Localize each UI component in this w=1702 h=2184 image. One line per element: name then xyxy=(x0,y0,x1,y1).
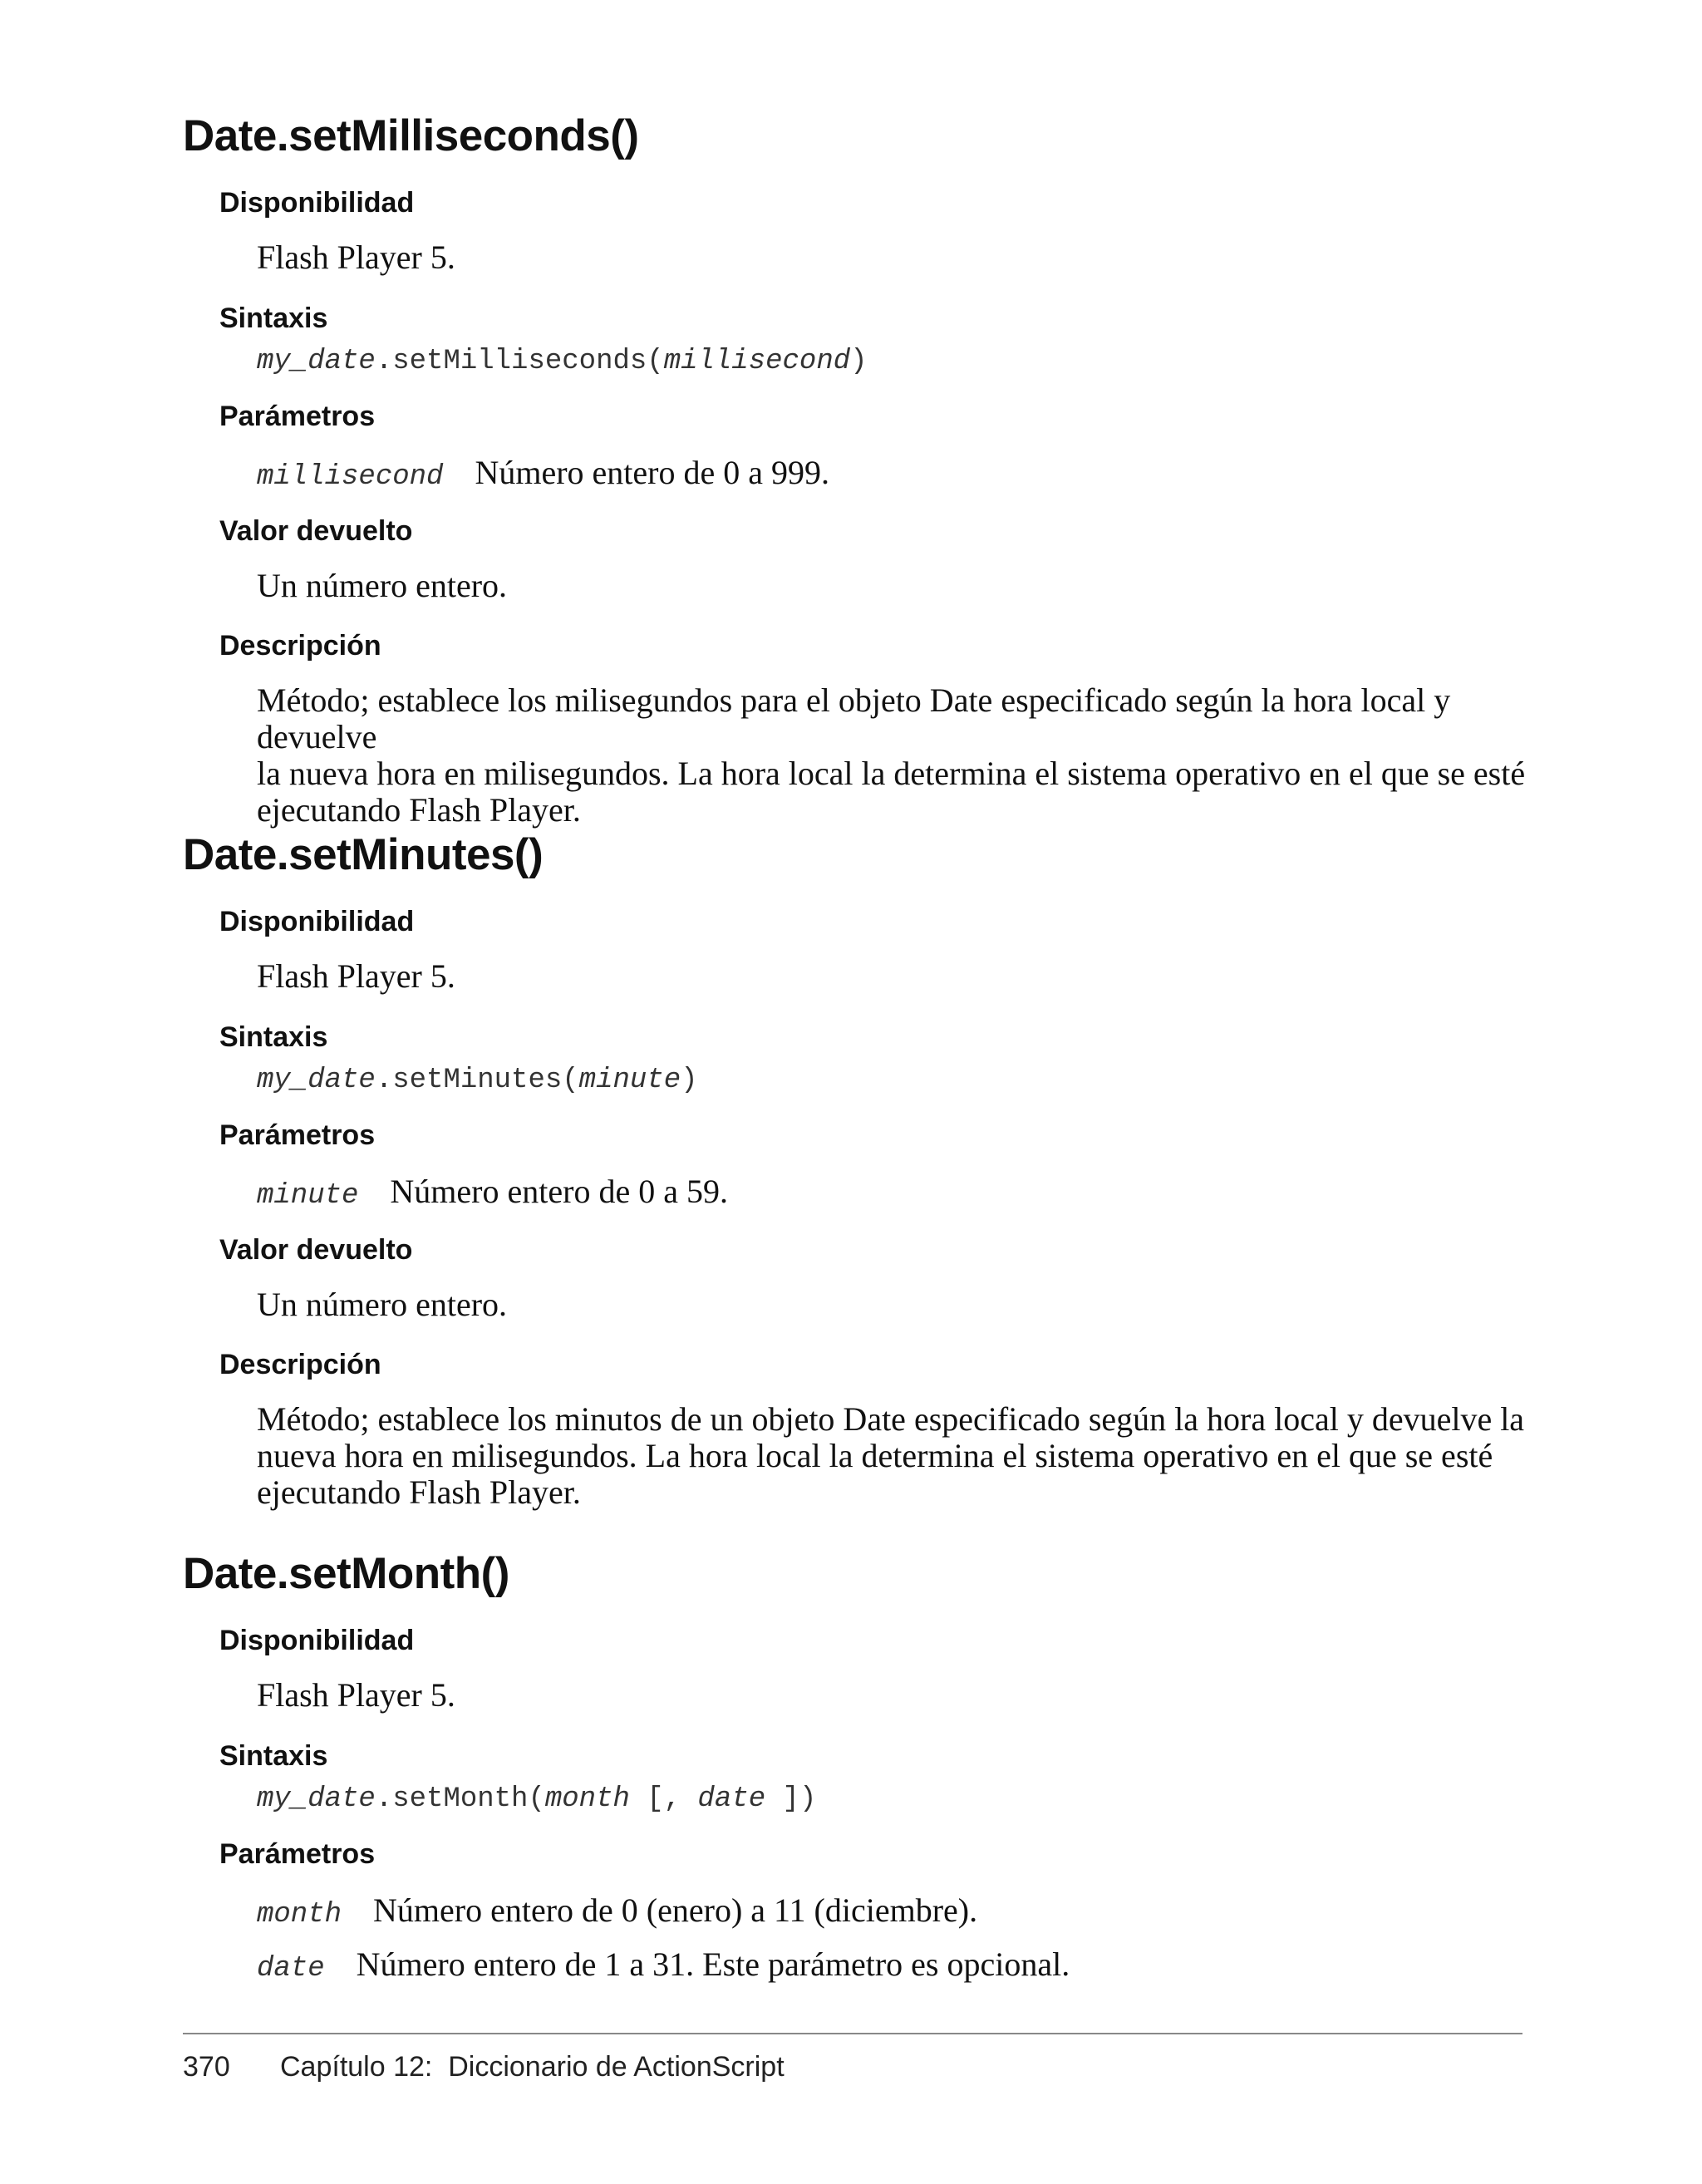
section-title-setmonth: Date.setMonth() xyxy=(183,1549,509,1598)
description-heading: Descripción xyxy=(219,630,381,662)
param-name: month xyxy=(257,1899,342,1931)
syntax-close: ) xyxy=(681,1065,698,1096)
syntax-close: ]) xyxy=(765,1783,817,1815)
description-line: ejecutando Flash Player. xyxy=(257,791,581,829)
availability-heading: Disponibilidad xyxy=(219,906,415,937)
syntax-close: ) xyxy=(850,346,868,377)
param-desc: Número entero de 0 a 59. xyxy=(390,1173,728,1210)
description-line: nueva hora en milisegundos. La hora local la determina el sistema operativo en el que se esté xyxy=(257,1437,1493,1474)
param-row xyxy=(257,1945,1070,1985)
description-line: Método; establece los minutos de un objeto Date especificado según la hora local y devuelve la xyxy=(257,1400,1525,1438)
returns-text: Un número entero. xyxy=(257,567,508,604)
availability-text: Flash Player 5. xyxy=(257,239,455,276)
param-desc: Número entero de 1 a 31. Este parámetro es opcional. xyxy=(356,1945,1070,1983)
syntax-object: my_date xyxy=(257,346,376,377)
param-row xyxy=(257,456,829,491)
param-row xyxy=(257,1891,978,1931)
params-heading: Parámetros xyxy=(219,1119,376,1151)
syntax-heading: Sintaxis xyxy=(219,303,328,334)
param-name: minute xyxy=(257,1180,359,1212)
returns-heading: Valor devuelto xyxy=(219,1234,413,1266)
availability-heading: Disponibilidad xyxy=(219,1625,415,1656)
syntax-code xyxy=(257,1785,816,1813)
syntax-arg: month xyxy=(544,1783,630,1815)
param-desc: Número entero de 0 a 999. xyxy=(475,454,829,491)
param-desc: Número entero de 0 (enero) a 11 (diciembre). xyxy=(373,1891,978,1929)
section-title-setminutes: Date.setMinutes() xyxy=(183,830,544,879)
description-line: Método; establece los milisegundos para el objeto Date especificado según la hora local y devuelve xyxy=(257,681,1451,755)
syntax-heading: Sintaxis xyxy=(219,1740,328,1772)
availability-text: Flash Player 5. xyxy=(257,1676,455,1714)
syntax-method: .setMinutes( xyxy=(375,1065,579,1096)
syntax-arg: minute xyxy=(578,1065,681,1096)
footer-rule xyxy=(183,2033,1522,2034)
returns-heading: Valor devuelto xyxy=(219,515,413,547)
syntax-code xyxy=(257,1066,698,1094)
syntax-object: my_date xyxy=(257,1783,376,1815)
page-number: 370 xyxy=(183,2051,230,2083)
section-title-setmilliseconds: Date.setMilliseconds() xyxy=(183,111,639,160)
param-name: millisecond xyxy=(257,461,444,493)
syntax-arg: millisecond xyxy=(663,346,851,377)
syntax-object: my_date xyxy=(257,1065,376,1096)
syntax-code xyxy=(257,347,868,376)
syntax-optional-open: [, xyxy=(629,1783,698,1815)
description-text xyxy=(257,682,1537,829)
description-line: ejecutando Flash Player. xyxy=(257,1473,581,1511)
availability-heading: Disponibilidad xyxy=(219,187,415,219)
syntax-arg2: date xyxy=(697,1783,766,1815)
syntax-method: .setMilliseconds( xyxy=(375,346,664,377)
description-heading: Descripción xyxy=(219,1349,381,1380)
chapter-title: Capítulo 12: Diccionario de ActionScript xyxy=(280,2051,785,2083)
availability-text: Flash Player 5. xyxy=(257,957,455,995)
params-heading: Parámetros xyxy=(219,1838,376,1870)
param-row xyxy=(257,1175,728,1210)
description-line: la nueva hora en milisegundos. La hora local la determina el sistema operativo en el que se esté xyxy=(257,755,1526,792)
syntax-method: .setMonth( xyxy=(375,1783,545,1815)
returns-text: Un número entero. xyxy=(257,1286,508,1323)
syntax-heading: Sintaxis xyxy=(219,1021,328,1053)
params-heading: Parámetros xyxy=(219,401,376,432)
description-text xyxy=(257,1401,1537,1511)
param-name: date xyxy=(257,1953,325,1985)
